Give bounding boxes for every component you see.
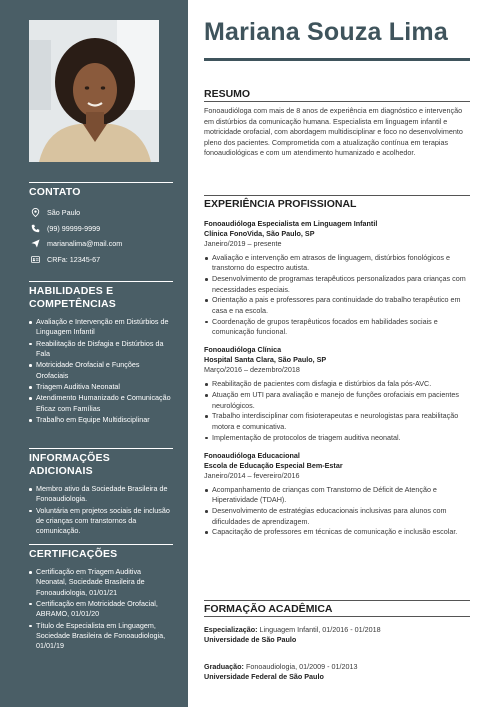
phone-icon <box>29 223 41 233</box>
job-title: Fonoaudióloga Especialista em Linguagem Infantil <box>204 219 378 228</box>
contact-location-text: São Paulo <box>47 208 81 218</box>
job-bullet: Orientação a pais e professores para continuidade do trabalho terapêutico em casa e na escola. <box>204 295 470 316</box>
job-bullet: Avaliação e intervenção em atrasos de linguagem, distúrbios fonológicos e transtorno do espectro autista. <box>204 253 470 274</box>
additional-title: INFORMAÇÕES ADICIONAIS <box>29 448 173 478</box>
experience-section <box>204 195 470 538</box>
sidebar <box>0 0 188 707</box>
contact-license-text: CRFa: 12345-67 <box>47 254 101 264</box>
summary-section <box>204 88 470 159</box>
job-company: Escola de Educação Especial Bem-Estar <box>204 461 343 471</box>
contact-title: CONTATO <box>29 182 173 199</box>
summary-text: Fonoaudióloga com mais de 8 anos de experiência em diagnóstico e intervenção em distúrbios da comunicação humana. Especialista em linguagem infantil e motricidade orofacial, com abordagem multidisciplinar e foco no desenvolvimento pleno dos pacientes. Comprometida com a atualização contínua em terapias fonoaudiológicas e com um atendimento humanizado e acolhedor. <box>204 106 463 158</box>
additional-item: Voluntária em projetos sociais de inclusão de crianças com transtornos da comunicação. <box>29 506 173 537</box>
contact-license <box>29 252 173 268</box>
skill-item: Trabalho em Equipe Multidisciplinar <box>29 415 173 425</box>
contact-section <box>29 182 173 267</box>
experience-rule-top <box>204 195 470 196</box>
certifications-section <box>29 544 173 653</box>
contact-location <box>29 205 173 221</box>
job-entry <box>204 451 470 538</box>
candidate-name: Mariana Souza Lima <box>204 18 448 46</box>
education-school: Universidade Federal de São Paulo <box>204 671 324 681</box>
job-bullet: Reabilitação de pacientes com disfagia e distúrbios da fala pós-AVC. <box>204 379 470 389</box>
education-school: Universidade de São Paulo <box>204 635 297 645</box>
skill-item: Atendimento Humanizado e Comunicação Eficaz com Famílias <box>29 393 173 414</box>
job-entry <box>204 219 470 337</box>
job-period: Março/2016 – dezembro/2018 <box>204 365 300 375</box>
job-bullet: Desenvolvimento de programas terapêuticos personalizados para crianças com necessidades especiais. <box>204 274 470 295</box>
additional-section <box>29 448 173 538</box>
job-entry <box>204 345 470 443</box>
job-title: Fonoaudióloga Clínica <box>204 345 282 355</box>
job-bullet: Trabalho interdisciplinar com fisioterapeutas e neurologistas para reabilitação motora e comunicativa. <box>204 411 470 432</box>
job-period: Janeiro/2014 – fevereiro/2016 <box>204 471 300 481</box>
education-value: Linguagem Infantil, 01/2016 - 01/2018 <box>257 625 381 634</box>
education-entry <box>204 625 470 646</box>
job-bullet: Capacitação de professores em técnicas de comunicação e inclusão escolar. <box>204 527 470 537</box>
contact-email[interactable] <box>29 236 173 252</box>
job-title: Fonoaudióloga Educacional <box>204 451 300 461</box>
contact-phone-text: (99) 99999-9999 <box>47 223 101 233</box>
job-bullet: Acompanhamento de crianças com Transtorno de Déficit de Atenção e Hiperatividade (TDAH). <box>204 485 470 506</box>
job-period: Janeiro/2019 – presente <box>204 239 282 248</box>
job-bullet: Coordenação de grupos terapêuticos focados em habilidades sociais e comunicação funcional. <box>204 317 470 338</box>
education-value: Fonoaudiologia, 01/2009 - 01/2013 <box>243 661 358 671</box>
skill-item: Triagem Auditiva Neonatal <box>29 382 173 392</box>
certifications-title: CERTIFICAÇÕES <box>29 544 173 561</box>
name-underline <box>204 58 470 61</box>
profile-photo <box>29 20 159 162</box>
job-bullet: Desenvolvimento de estratégias educacionais inclusivas para alunos com dificuldades de aprendizagem. <box>204 506 470 527</box>
certification-item: Título de Especialista em Linguagem, Sociedade Brasileira de Fonoaudiologia, 01/01/19 <box>29 621 173 652</box>
education-title: FORMAÇÃO ACADÊMICA <box>204 603 333 615</box>
skill-item: Reabilitação de Disfagia e Distúrbios da Fala <box>29 339 173 360</box>
send-icon <box>29 239 41 249</box>
experience-title: EXPERIÊNCIA PROFISSIONAL <box>204 198 357 210</box>
skills-section <box>29 281 173 427</box>
skill-item: Motricidade Orofacial e Funções Orofaciais <box>29 360 173 381</box>
additional-item: Membro ativo da Sociedade Brasileira de Fonoaudiologia. <box>29 484 173 505</box>
education-rule-top <box>204 600 470 601</box>
certification-item: Certificação em Triagem Auditiva Neonatal, Sociedade Brasileira de Fonoaudiologia, 01/01/21 <box>29 567 173 598</box>
certification-item: Certificação em Motricidade Orofacial, ABRAMO, 01/01/20 <box>29 599 173 620</box>
skill-item: Avaliação e Intervenção em Distúrbios de Linguagem Infantil <box>29 317 173 338</box>
summary-title: RESUMO <box>204 88 251 100</box>
job-company: Clínica FonoVida, São Paulo, SP <box>204 229 315 238</box>
education-section <box>204 600 470 682</box>
education-label: Graduação: <box>204 661 244 671</box>
job-company: Hospital Santa Clara, São Paulo, SP <box>204 355 327 365</box>
job-bullet: Atuação em UTI para avaliação e manejo de funções orofaciais em pacientes neurológicos. <box>204 390 470 411</box>
location-pin-icon <box>29 208 41 218</box>
portrait-illustration <box>29 20 159 162</box>
id-card-icon <box>29 254 41 264</box>
contact-phone[interactable] <box>29 221 173 237</box>
education-rule-bottom <box>204 616 470 617</box>
skills-title: HABILIDADES E COMPETÊNCIAS <box>29 281 173 311</box>
contact-email-text: marianalima@mail.com <box>47 239 123 249</box>
education-label: Especialização: <box>204 625 258 634</box>
job-bullet: Implementação de protocolos de triagem auditiva neonatal. <box>204 433 470 443</box>
summary-rule <box>204 101 470 102</box>
education-entry <box>204 662 470 683</box>
